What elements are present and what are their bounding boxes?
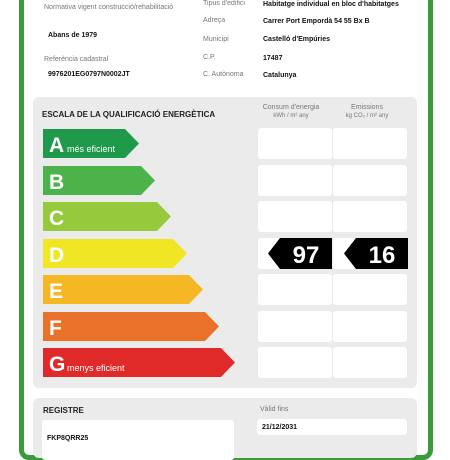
class-arrow-a [43,129,139,158]
registre-value: FKP8QRR25 [42,420,234,460]
valid-until-value: 21/12/2031 [257,419,407,435]
consumption-cell-c [258,201,332,232]
consumption-unit: kWh / m² any [273,113,309,119]
comunitat-label: C. Autònoma [203,71,244,78]
class-letter: D [49,244,65,267]
rating-value: 97 [292,242,320,269]
ref-cadastral-value: 9976201EG0797N0002JT [43,66,193,82]
emissions-title: Emissions [351,104,383,111]
consumption-cell-a [258,128,332,159]
class-arrow-b [43,166,155,195]
class-letter: E [49,280,64,303]
normativa-label: Normativa vigent construcció/rehabilitació [44,4,174,11]
class-arrow-e [43,275,203,304]
emissions-rating-tag [344,238,408,269]
emissions-cell-c [333,201,407,232]
emissions-cell-a [333,128,407,159]
consumption-title: Consum d'energia [262,104,320,111]
valid-until-label: Vàlid fins [260,406,289,413]
emissions-unit: kg CO₂ / m² any [345,113,389,119]
class-letter: F [49,317,62,340]
consumption-cell-e [258,274,332,305]
registre-label: REGISTRE [43,406,84,415]
ref-cadastral-label: Referència cadastral [44,56,109,63]
consumption-cell-g [258,347,332,378]
emissions-header [330,103,404,121]
comunitat-value: Catalunya [258,68,408,83]
consumption-rating-tag [268,238,332,269]
class-letter: A [49,134,65,157]
class-letter: B [49,171,65,194]
class-arrow-g [43,348,235,377]
class-arrow-shape [43,275,203,304]
class-arrow-shape [43,312,219,341]
emissions-cell-f [333,311,407,342]
adreca-value: Carrer Port Empordà 54 55 Bx B [258,14,408,29]
municipi-label: Municipi [203,36,229,43]
class-arrow-shape [43,239,187,268]
emissions-cell-b [333,165,407,196]
municipi-value: Castelló d'Empúries [258,32,408,48]
cp-label: C.P. [203,54,216,61]
cp-value: 17487 [258,51,408,66]
class-arrow-c [43,202,171,231]
class-label: menys eficient [67,363,125,373]
class-label: més eficient [67,144,116,154]
emissions-cell-g [333,347,407,378]
adreca-label: Adreça [203,17,226,24]
normativa-value: Abans de 1979 [43,15,193,52]
consumption-cell-f [258,311,332,342]
consumption-header [254,103,328,121]
tipus-label: Tipus d'edifici [203,0,245,7]
consumption-cell-b [258,165,332,196]
class-arrow-d [43,239,187,268]
class-letter: G [49,353,66,376]
class-arrow-f [43,312,219,341]
scale-title: ESCALA DE LA QUALIFICACIÓ ENERGÈTICA [42,110,216,119]
class-letter: C [49,207,65,230]
rating-value: 16 [368,242,396,269]
tipus-value: Habitatge individual en bloc d'habitatges [258,0,408,11]
emissions-cell-e [333,274,407,305]
